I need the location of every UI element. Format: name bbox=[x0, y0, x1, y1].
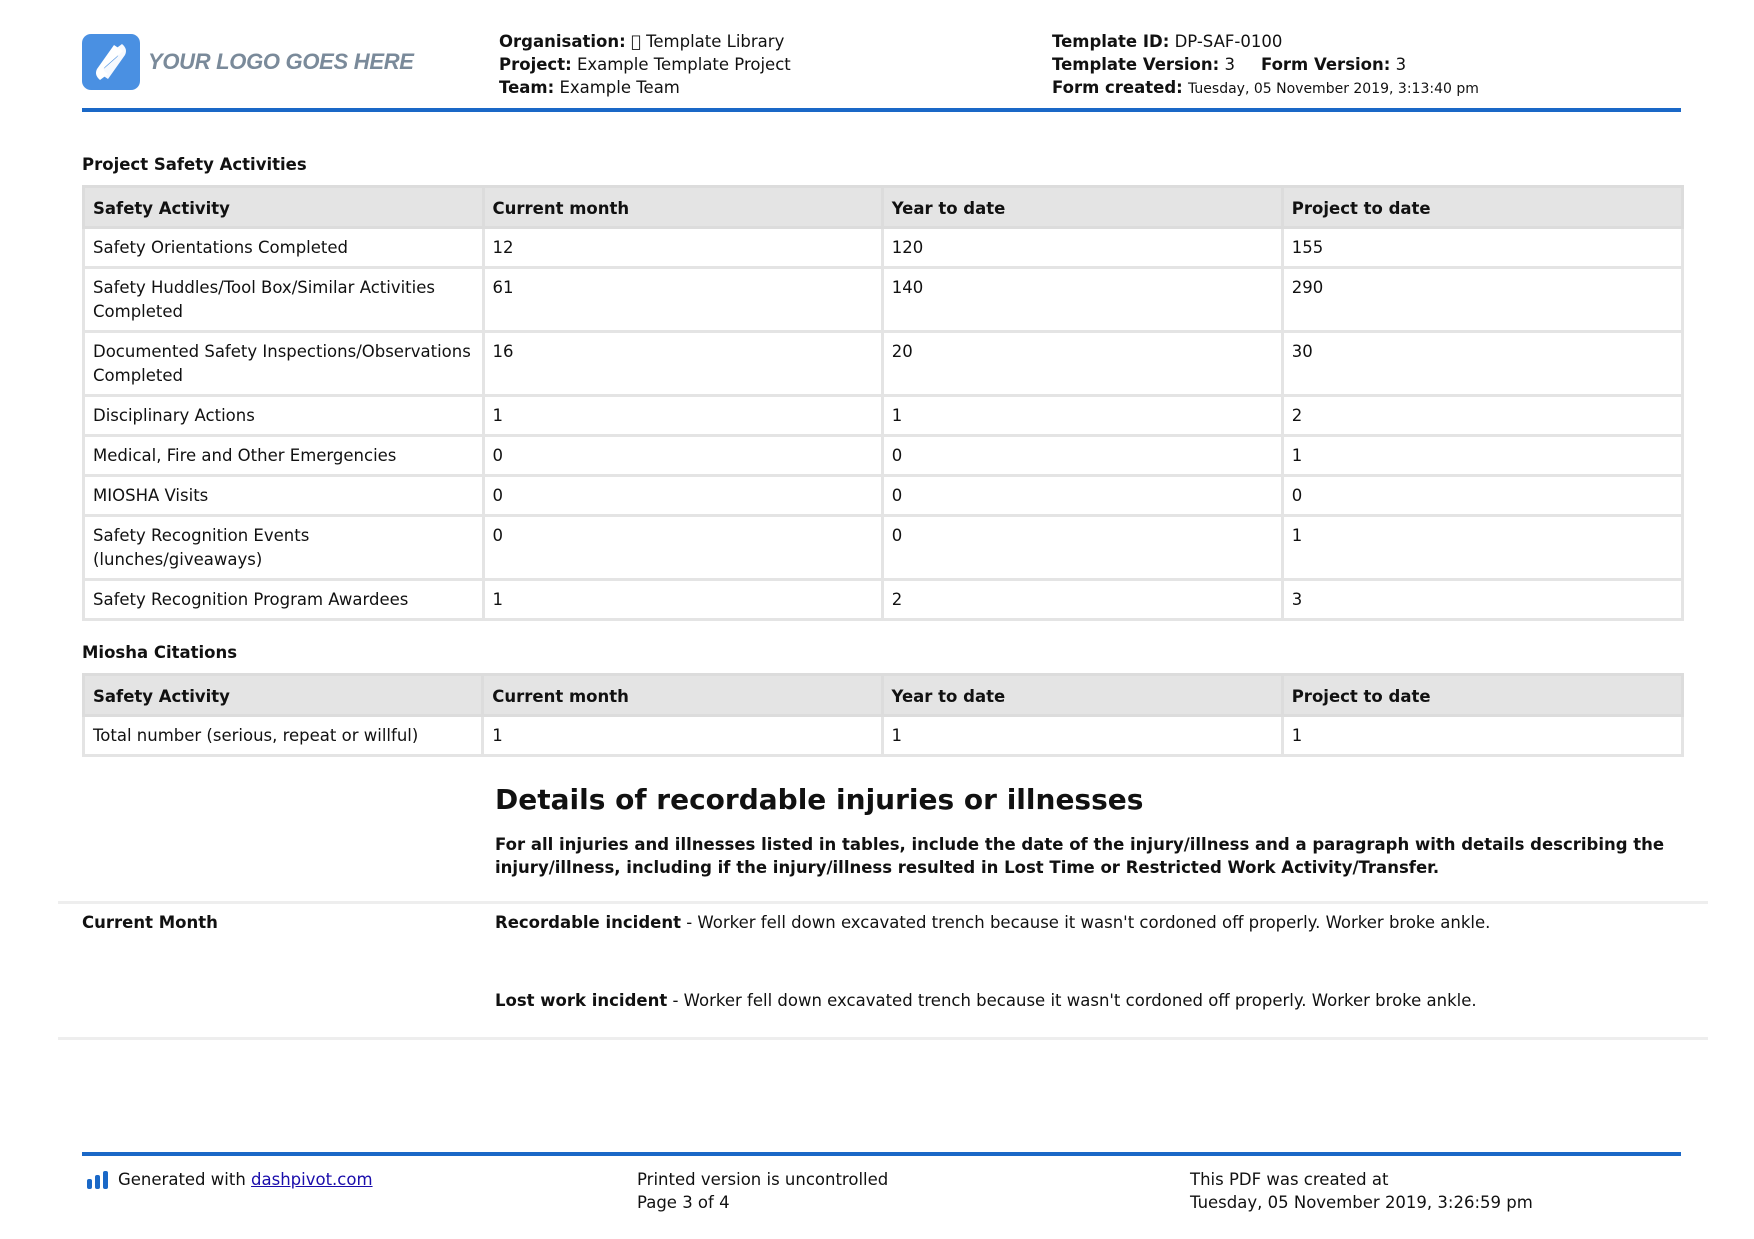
form-created-value: Tuesday, 05 November 2019, 3:13:40 pm bbox=[1188, 81, 1479, 97]
footer-divider bbox=[82, 1152, 1681, 1156]
details-heading: Details of recordable injuries or illnesses bbox=[495, 783, 1144, 816]
citations-title: Miosha Citations bbox=[82, 643, 238, 662]
incident-text: - Worker fell down excavated trench because it wasn't cordoned off properly. Worker broke ankle. bbox=[680, 913, 1491, 932]
table-cell: 1 bbox=[882, 716, 1282, 756]
header-project-info bbox=[499, 30, 791, 99]
table-row bbox=[84, 580, 1683, 620]
form-created-label: Form created: bbox=[1052, 78, 1183, 97]
incident-text: - Worker fell down excavated trench because it wasn't cordoned off properly. Worker broke ankle. bbox=[667, 991, 1477, 1010]
footer-generated bbox=[86, 1168, 373, 1191]
activities-title: Project Safety Activities bbox=[82, 155, 307, 174]
table-cell: Safety Orientations Completed bbox=[84, 228, 484, 268]
incident-entry bbox=[495, 913, 1490, 932]
table-row bbox=[84, 716, 1683, 756]
table-cell: 1 bbox=[483, 580, 882, 620]
template-version-value: 3 bbox=[1224, 55, 1235, 74]
logo-mark-icon bbox=[82, 34, 140, 90]
project-value: Example Template Project bbox=[576, 55, 791, 74]
table-cell: 0 bbox=[1282, 476, 1682, 516]
table-cell: 1 bbox=[1282, 516, 1682, 580]
citations-table bbox=[82, 673, 1684, 757]
footer-created-info bbox=[1190, 1168, 1533, 1214]
table-cell: Safety Recognition Program Awardees bbox=[84, 580, 484, 620]
incident-label: Lost work incident bbox=[495, 991, 668, 1010]
table-cell: 20 bbox=[882, 332, 1282, 396]
template-id-value: DP-SAF-0100 bbox=[1174, 32, 1283, 51]
page-number: Page 3 of 4 bbox=[637, 1193, 730, 1212]
table-cell: 12 bbox=[483, 228, 882, 268]
created-value: Tuesday, 05 November 2019, 3:26:59 pm bbox=[1190, 1193, 1533, 1212]
column-header: Safety Activity bbox=[84, 675, 483, 716]
column-header: Current month bbox=[483, 187, 882, 228]
table-cell: 155 bbox=[1282, 228, 1682, 268]
table-cell: 2 bbox=[1282, 396, 1682, 436]
table-cell: 0 bbox=[882, 516, 1282, 580]
table-cell: 1 bbox=[483, 396, 882, 436]
table-cell: 290 bbox=[1282, 268, 1682, 332]
page-header bbox=[82, 28, 1681, 112]
table-cell: 0 bbox=[483, 516, 882, 580]
table-cell: 1 bbox=[1282, 436, 1682, 476]
footer-print-info bbox=[637, 1168, 888, 1214]
current-month-label: Current Month bbox=[82, 913, 218, 932]
table-row bbox=[84, 268, 1683, 332]
table-header-row bbox=[84, 187, 1683, 228]
team-value: Example Team bbox=[559, 78, 680, 97]
created-label: This PDF was created at bbox=[1190, 1170, 1389, 1189]
organisation-label: Organisation: bbox=[499, 32, 626, 51]
table-row bbox=[84, 228, 1683, 268]
column-header: Safety Activity bbox=[84, 187, 484, 228]
table-row bbox=[84, 396, 1683, 436]
table-cell: 2 bbox=[882, 580, 1282, 620]
table-cell: Documented Safety Inspections/Observations Completed bbox=[84, 332, 484, 396]
table-cell: 1 bbox=[1282, 716, 1682, 756]
form-version-value: 3 bbox=[1395, 55, 1407, 74]
template-id-label: Template ID: bbox=[1052, 32, 1170, 51]
incident-entry bbox=[495, 991, 1477, 1010]
table-cell: 1 bbox=[882, 396, 1282, 436]
table-cell: 0 bbox=[483, 476, 882, 516]
template-version-label: Template Version: bbox=[1052, 55, 1220, 74]
table-row bbox=[84, 476, 1683, 516]
table-cell: 1 bbox=[483, 716, 882, 756]
column-header: Current month bbox=[483, 675, 882, 716]
uncontrolled-note: Printed version is uncontrolled bbox=[637, 1170, 889, 1189]
table-cell: 3 bbox=[1282, 580, 1682, 620]
table-cell: Disciplinary Actions bbox=[84, 396, 484, 436]
divider bbox=[58, 901, 1708, 904]
project-label: Project: bbox=[499, 55, 572, 74]
team-label: Team: bbox=[499, 78, 555, 97]
table-row bbox=[84, 332, 1683, 396]
table-cell: Medical, Fire and Other Emergencies bbox=[84, 436, 484, 476]
table-cell: 16 bbox=[483, 332, 882, 396]
table-cell: 30 bbox=[1282, 332, 1682, 396]
table-cell: Safety Huddles/Tool Box/Similar Activities Completed bbox=[84, 268, 484, 332]
column-header: Year to date bbox=[882, 675, 1282, 716]
column-header: Project to date bbox=[1282, 187, 1682, 228]
table-cell: 0 bbox=[483, 436, 882, 476]
column-header: Year to date bbox=[882, 187, 1282, 228]
dashpivot-link[interactable]: dashpivot.com bbox=[251, 1170, 373, 1189]
dashpivot-bars-icon bbox=[86, 1170, 110, 1190]
table-cell: 140 bbox=[882, 268, 1282, 332]
logo bbox=[82, 34, 414, 90]
divider bbox=[58, 1037, 1708, 1040]
details-note: For all injuries and illnesses listed in tables, include the date of the injury/illness and a paragraph with details describing the injury/illness, including if the injury/illness resulted in Lost Time or Restricted Work Activity/Transfer. bbox=[495, 835, 1665, 877]
table-row bbox=[84, 516, 1683, 580]
incident-label: Recordable incident bbox=[495, 913, 681, 932]
header-template-info bbox=[1052, 30, 1479, 101]
table-cell: Total number (serious, repeat or willful) bbox=[84, 716, 483, 756]
table-header-row bbox=[84, 675, 1683, 716]
table-row bbox=[84, 436, 1683, 476]
column-header: Project to date bbox=[1282, 675, 1682, 716]
activities-table bbox=[82, 185, 1684, 621]
table-cell: MIOSHA Visits bbox=[84, 476, 484, 516]
logo-text: YOUR LOGO GOES HERE bbox=[148, 49, 414, 74]
table-cell: 0 bbox=[882, 436, 1282, 476]
table-cell: Safety Recognition Events (lunches/giveaways) bbox=[84, 516, 484, 580]
generated-prefix: Generated with bbox=[118, 1170, 252, 1189]
table-cell: 120 bbox=[882, 228, 1282, 268]
table-cell: 0 bbox=[882, 476, 1282, 516]
organisation-value: Template Library bbox=[630, 32, 770, 51]
form-version-label: Form Version: bbox=[1260, 55, 1391, 74]
table-cell: 61 bbox=[483, 268, 882, 332]
